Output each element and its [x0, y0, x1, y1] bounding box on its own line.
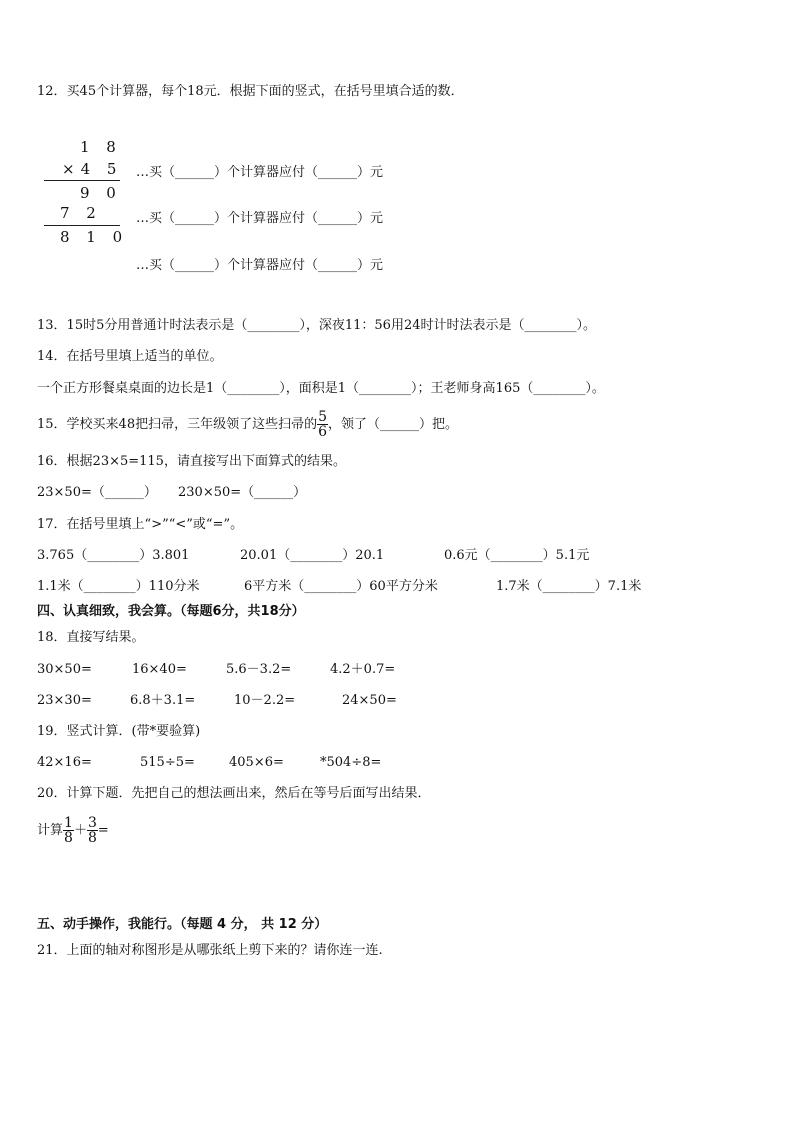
q16-a: 23×50=（______） [37, 485, 157, 500]
vertical-row-5: 8 1 0 [60, 228, 129, 246]
q13-text: 13．15时5分用普通计时法表示是（________），深夜11：56用24时计时法表示是（________）。 [37, 318, 596, 333]
section-5-heading: 五、动手操作，我能行。（每题 4 分， 共 12 分） [37, 917, 328, 932]
vertical-row-3: 9 0 [80, 184, 122, 202]
q18-r1-c1: 30×50= [37, 662, 92, 677]
q20-fraction-2 [87, 816, 98, 845]
q18-r2-c2: 6.8＋3.1= [130, 693, 196, 708]
q19-stem: 19．竖式计算．(带*要验算) [37, 724, 201, 739]
q12-stem: 12．买45个计算器，每个18元．根据下面的竖式，在括号里填合适的数． [37, 84, 464, 99]
q18-r1-c3: 5.6－3.2= [226, 662, 292, 677]
q17-r1-c1: 3.765（________）3.801 [37, 548, 190, 563]
q20-fraction-1-denominator: 8 [64, 830, 73, 846]
section-4-heading: 四、认真细致，我会算。（每题6分，共18分） [37, 604, 305, 619]
q19-item-4: *504÷8= [320, 755, 382, 770]
vertical-row-4: 7 2 [60, 204, 102, 222]
q18-r1-c4: 4.2＋0.7= [330, 662, 396, 677]
q15-fraction-denominator: 6 [318, 424, 328, 440]
q20-pre: 计算 [37, 823, 64, 838]
q17-r1-c3: 0.6元（________）5.1元 [444, 548, 590, 563]
q17-stem: 17．在括号里填上“>”“<”或“=”。 [37, 517, 244, 532]
q14-stem: 14．在括号里填上适当的单位。 [37, 349, 223, 364]
q18-r2-c4: 24×50= [342, 693, 397, 708]
q15-pre: 15．学校买来48把扫帚，三年级领了这些扫帚的 [37, 417, 318, 432]
q12-fill-3: …买（______）个计算器应付（______）元 [136, 258, 384, 273]
q16-b: 230×50=（______） [178, 485, 307, 500]
q17-r2-c2: 6平方米（________）60平方分米 [244, 579, 438, 594]
q20-stem: 20．计算下题．先把自己的想法画出来，然后在等号后面写出结果． [37, 786, 431, 801]
q12-fill-2: …买（______）个计算器应付（______）元 [136, 211, 384, 226]
q19-item-3: 405×6= [229, 755, 284, 770]
q12-fill-1: …买（______）个计算器应付（______）元 [136, 165, 384, 180]
q20-equals: = [97, 823, 109, 838]
q18-r2-c3: 10－2.2= [234, 693, 296, 708]
q15-line [37, 408, 458, 442]
q15-fraction-numerator: 5 [318, 409, 328, 425]
q20-plus: ＋ [73, 823, 87, 838]
vertical-rule-2 [44, 225, 120, 226]
q18-r1-c2: 16×40= [132, 662, 187, 677]
q21-text: 21．上面的轴对称图形是从哪张纸上剪下来的？请你连一连. [37, 943, 383, 958]
q18-r2-c1: 23×30= [37, 693, 92, 708]
q17-r2-c3: 1.7米（________）7.1米 [496, 579, 642, 594]
vertical-rule-1 [44, 180, 120, 181]
vertical-row-1: 1 8 [80, 138, 122, 156]
vertical-row-2: ×4 5 [62, 160, 123, 178]
q14-line: 一个正方形餐桌桌面的边长是1（________），面积是1（________）；王老师身高165（________）。 [37, 381, 605, 396]
q19-item-1: 42×16= [37, 755, 92, 770]
q17-r1-c2: 20.01（________）20.1 [240, 548, 385, 563]
q20-expression [37, 814, 109, 848]
q20-fraction-1-numerator: 1 [64, 815, 73, 831]
q20-fraction-2-numerator: 3 [87, 815, 97, 831]
q19-item-2: 515÷5= [140, 755, 195, 770]
q20-fraction-2-denominator: 8 [87, 830, 97, 846]
q15-post: ，领了（______）把。 [328, 417, 459, 432]
q18-stem: 18．直接写结果。 [37, 630, 145, 645]
q16-stem: 16．根据23×5=115，请直接写出下面算式的结果。 [37, 454, 346, 469]
q15-fraction [317, 410, 328, 439]
q17-r2-c1: 1.1米（________）110分米 [37, 579, 200, 594]
q20-fraction-1 [63, 816, 74, 845]
